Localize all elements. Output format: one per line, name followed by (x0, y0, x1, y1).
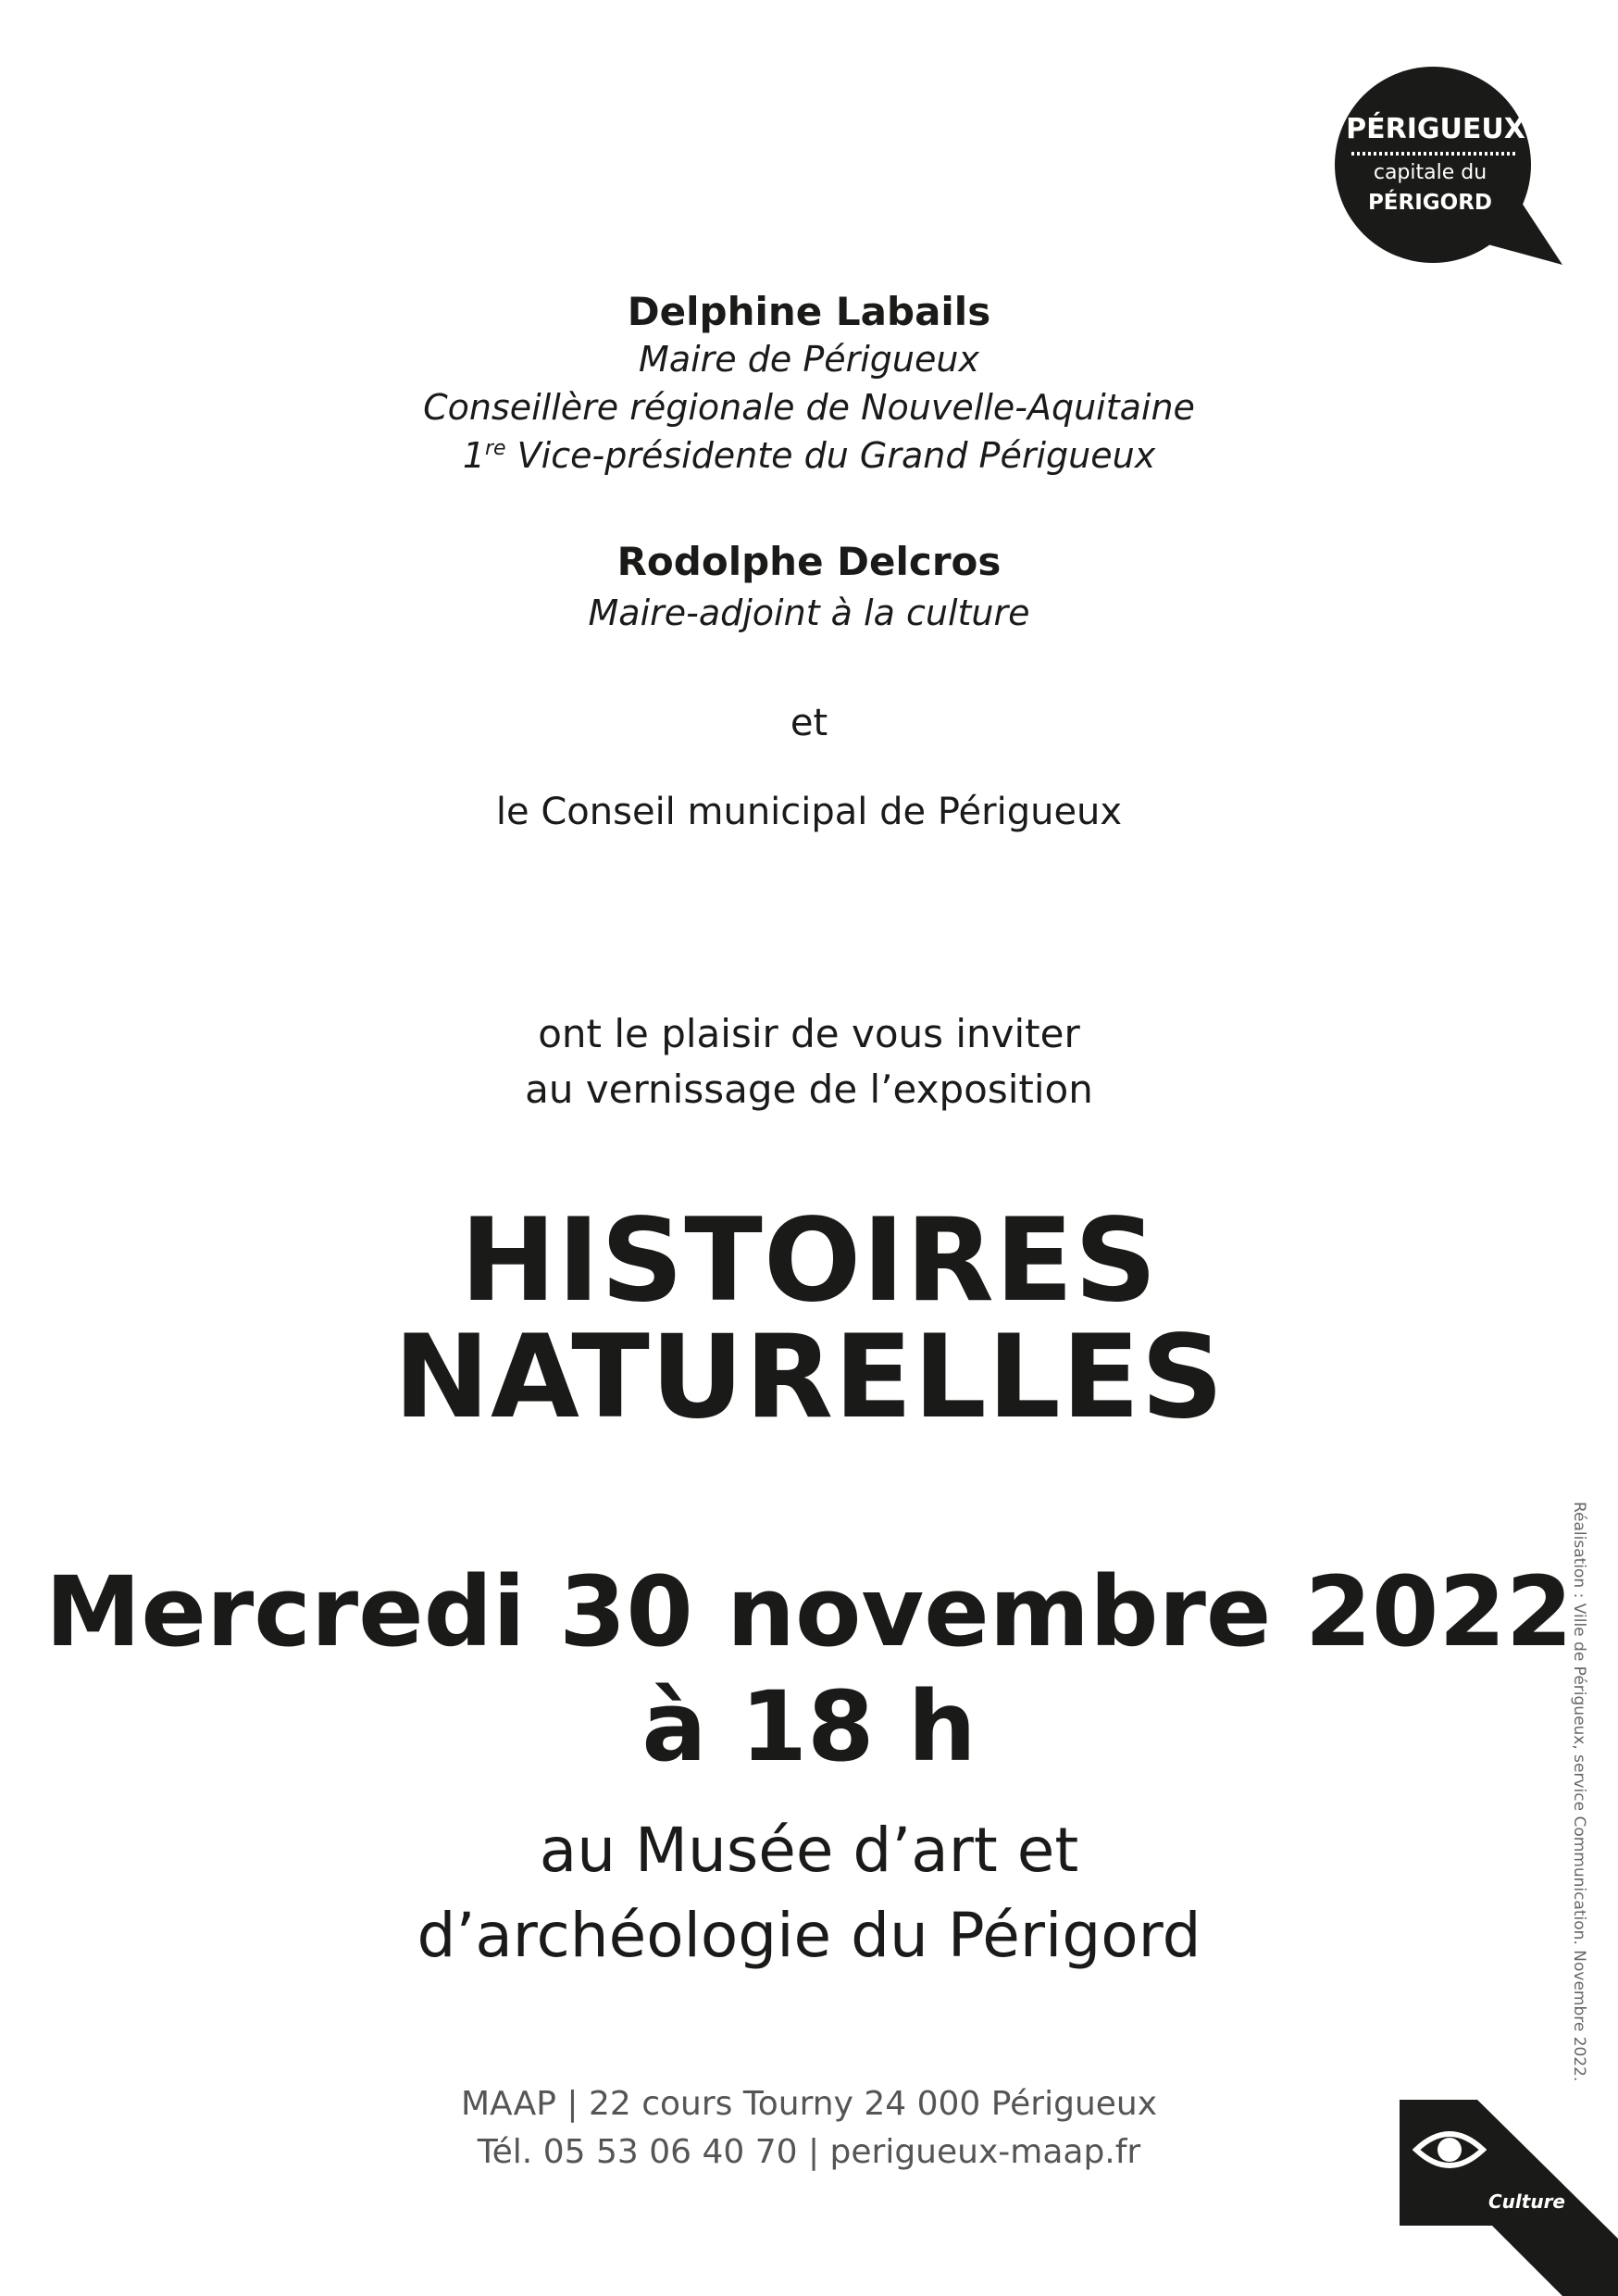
host-1-title-3 (0, 435, 1618, 476)
exhibition-title-line-2: NATURELLES (393, 1311, 1225, 1444)
footer-contact: Tél. 05 53 06 40 70 | perigueux-maap.fr (477, 2133, 1141, 2171)
culture-badge (1400, 2100, 1618, 2296)
invite-line-1: ont le plaisir de vous inviter (538, 1011, 1080, 1056)
host-2-name: Rodolphe Delcros (616, 539, 1002, 584)
culture-badge-label: Culture (1488, 2190, 1565, 2213)
venue-line-1: au Musée d’art et (539, 1815, 1079, 1886)
logo-line-2: capitale du (1373, 161, 1487, 184)
council: le Conseil municipal de Périgueux (495, 791, 1123, 833)
exhibition-title-line-1: HISTOIRES (460, 1194, 1158, 1328)
conjunction: et (790, 702, 828, 744)
production-credit (1564, 1502, 1601, 2103)
logo-divider (1351, 152, 1518, 156)
host-1-name: Delphine Labails (627, 289, 991, 334)
production-credit-text: Réalisation : Ville de Périgueux, service Communication. Novembre 2022. (1570, 1502, 1588, 2082)
eye-icon (1413, 2122, 1487, 2177)
title-3-text: Vice-présidente du Grand Périgueux (505, 435, 1156, 476)
host-1-title-2: Conseillère régionale de Nouvelle-Aquitaine (423, 387, 1195, 428)
invite-line-2: au vernissage de l’exposition (525, 1067, 1093, 1112)
venue-line-2: d’archéologie du Périgord (417, 1900, 1201, 1971)
footer-address: MAAP | 22 cours Tourny 24 000 Périgueux (460, 2085, 1158, 2123)
event-time: à 18 h (641, 1670, 977, 1783)
host-1-title-1: Maire de Périgueux (639, 339, 979, 380)
event-date: Mercredi 30 novembre 2022 (44, 1555, 1574, 1668)
host-2-title: Maire-adjoint à la culture (588, 593, 1030, 633)
logo-line-3: PÉRIGORD (1367, 191, 1493, 215)
title-3-ordinal-suffix: re (485, 437, 506, 460)
perigueux-logo (1324, 61, 1564, 274)
title-3-ordinal: 1 (462, 435, 485, 476)
logo-line-1: PÉRIGUEUX (1346, 113, 1525, 145)
